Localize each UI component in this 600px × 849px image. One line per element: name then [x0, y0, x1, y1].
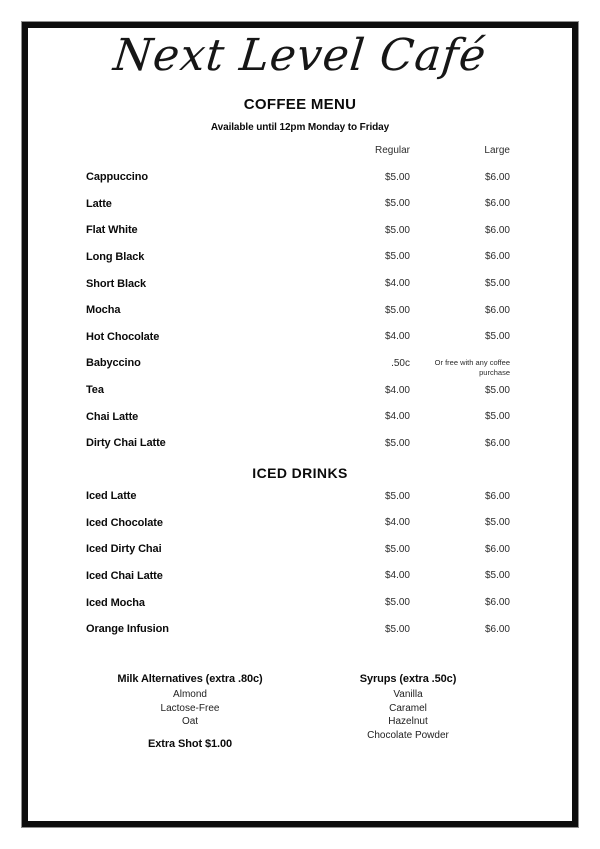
menu-row: [0, 411, 600, 438]
milk-option: Lactose-Free: [160, 702, 220, 714]
menu-row: [0, 224, 600, 251]
item-name: Iced Dirty Chai: [86, 543, 162, 556]
item-price-large: $6.00: [484, 543, 510, 555]
menu-row: [0, 570, 600, 597]
price-column-headers: [0, 145, 600, 159]
item-price-large: $6.00: [484, 251, 510, 263]
item-price-large: $6.00: [484, 490, 510, 502]
syrups-block: [298, 673, 518, 742]
item-name: Orange Infusion: [86, 623, 169, 636]
availability-note: Available until 12pm Monday to Friday: [210, 122, 390, 133]
menu-row: [0, 251, 600, 278]
milk-alternatives-heading: Milk Alternatives (extra .80c): [117, 673, 263, 685]
item-price-regular: $5.00: [384, 171, 410, 183]
menu-row: [0, 597, 600, 624]
item-price-regular: $4.00: [384, 517, 410, 529]
item-name: Mocha: [86, 304, 121, 317]
item-price-large: $6.00: [484, 437, 510, 449]
milk-option: Oat: [181, 716, 199, 728]
item-price-note: Or free with any coffee purchase: [434, 358, 510, 377]
item-price-regular: $5.00: [384, 623, 410, 635]
item-name: Short Black: [86, 277, 147, 290]
item-price-large: $6.00: [484, 623, 510, 635]
syrup-option: Caramel: [389, 702, 427, 714]
menu-row-babyccino: [0, 357, 600, 384]
item-price-regular: $4.00: [384, 570, 410, 582]
item-price-regular: $4.00: [384, 278, 410, 290]
item-price-regular: $5.00: [384, 251, 410, 263]
item-name: Dirty Chai Latte: [86, 437, 166, 450]
item-price-regular: $5.00: [384, 224, 410, 236]
menu-row: [0, 517, 600, 544]
menu-row: [0, 171, 600, 198]
item-name: Iced Mocha: [86, 596, 145, 609]
syrups-heading: Syrups (extra .50c): [359, 673, 457, 685]
item-price-regular: $5.00: [384, 597, 410, 609]
item-price-regular: $4.00: [384, 411, 410, 423]
menu-heading: COFFEE MENU: [243, 96, 357, 113]
item-price-regular: $5.00: [384, 198, 410, 210]
item-price-regular: $5.00: [384, 490, 410, 502]
syrup-option: Hazelnut: [388, 716, 428, 728]
menu-row: [0, 437, 600, 464]
hot-drinks-section: [0, 171, 600, 464]
iced-drinks-section: [0, 490, 600, 650]
item-name: Chai Latte: [86, 410, 139, 423]
item-price-large: $6.00: [484, 224, 510, 236]
milk-option: Almond: [173, 689, 207, 700]
cafe-title: Next Level Café: [111, 30, 489, 81]
menu-row: [0, 490, 600, 517]
item-name: Flat White: [86, 224, 138, 237]
item-name: Cappuccino: [86, 171, 148, 183]
milk-alternatives-block: [80, 673, 300, 750]
item-price-large: $5.00: [484, 384, 510, 396]
item-name: Babyccino: [86, 357, 141, 370]
item-price-large: $5.00: [484, 331, 510, 343]
column-header-large: Large: [484, 145, 510, 156]
menu-row: [0, 278, 600, 305]
item-price-large: $5.00: [484, 278, 510, 290]
menu-row: [0, 543, 600, 570]
syrup-option: Chocolate Powder: [367, 729, 449, 741]
menu-row: [0, 304, 600, 331]
item-price-large: $6.00: [484, 171, 510, 183]
item-price-regular: $5.00: [384, 437, 410, 449]
menu-row: [0, 623, 600, 650]
iced-drinks-heading: ICED DRINKS: [252, 465, 348, 481]
column-header-regular: Regular: [374, 145, 410, 156]
syrup-option: Vanilla: [393, 689, 423, 700]
item-price-large: $5.00: [484, 411, 510, 423]
item-price-large: $6.00: [484, 198, 510, 210]
item-name: Iced Chai Latte: [86, 569, 163, 582]
item-name: Latte: [86, 197, 112, 210]
item-price-regular: $5.00: [384, 543, 410, 555]
item-price-large: $6.00: [484, 304, 510, 316]
item-price-regular: $4.00: [384, 331, 410, 343]
item-price-large: $5.00: [484, 570, 510, 582]
item-name: Iced Chocolate: [86, 516, 163, 529]
item-name: Tea: [86, 384, 104, 397]
item-price-regular: $5.00: [384, 304, 410, 316]
menu-row: [0, 384, 600, 411]
menu-row: [0, 331, 600, 358]
item-price-large: $6.00: [484, 597, 510, 609]
item-name: Iced Latte: [86, 490, 137, 502]
item-name: Long Black: [86, 250, 145, 263]
item-price-large: $5.00: [484, 517, 510, 529]
item-price-regular: .50c: [391, 357, 410, 369]
extra-shot-label: Extra Shot $1.00: [148, 737, 232, 750]
item-name: Hot Chocolate: [86, 330, 160, 343]
menu-row: [0, 198, 600, 225]
item-price-regular: $4.00: [384, 384, 410, 396]
